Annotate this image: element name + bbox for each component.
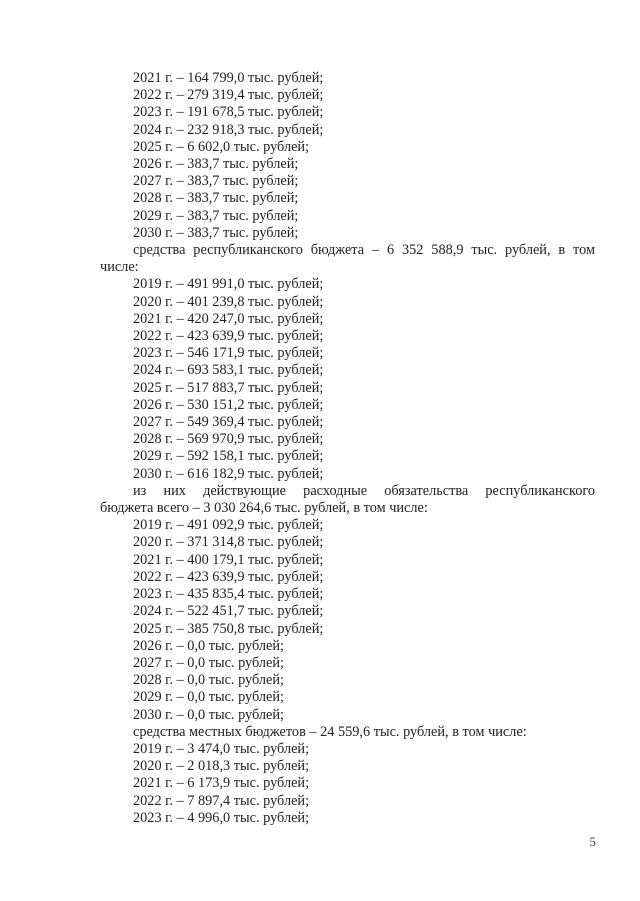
republican-line-2030: 2030 г. – 616 182,9 тыс. рублей; xyxy=(133,465,324,482)
local-line-2022: 2022 г. – 7 897,4 тыс. рублей; xyxy=(133,792,310,809)
document-body xyxy=(100,70,595,827)
budget-line-2026: 2026 г. – 383,7 тыс. рублей; xyxy=(133,156,299,173)
budget-line-2025: 2025 г. – 6 602,0 тыс. рублей; xyxy=(133,138,310,155)
republican-line-2022: 2022 г. – 423 639,9 тыс. рублей; xyxy=(133,328,324,345)
local-line-2020: 2020 г. – 2 018,3 тыс. рублей; xyxy=(133,758,310,775)
obligations-line-2026: 2026 г. – 0,0 тыс. рублей; xyxy=(133,637,285,654)
obligations-line-2020: 2020 г. – 371 314,8 тыс. рублей; xyxy=(133,534,324,551)
local-budget-heading: средства местных бюджетов – 24 559,6 тыс. рублей, в том числе: xyxy=(133,723,527,740)
budget-line-2028: 2028 г. – 383,7 тыс. рублей; xyxy=(133,190,299,207)
obligations-line-2021: 2021 г. – 400 179,1 тыс. рублей; xyxy=(133,551,324,568)
budget-line-2029: 2029 г. – 383,7 тыс. рублей; xyxy=(133,207,299,224)
republican-budget-heading: средства республиканского бюджета – 6 352 588,9 тыс. рублей, в том xyxy=(133,242,595,259)
obligations-line-2023: 2023 г. – 435 835,4 тыс. рублей; xyxy=(133,586,324,603)
republican-line-2026: 2026 г. – 530 151,2 тыс. рублей; xyxy=(133,396,324,413)
local-line-2019: 2019 г. – 3 474,0 тыс. рублей; xyxy=(133,740,310,757)
budget-line-2023: 2023 г. – 191 678,5 тыс. рублей; xyxy=(133,104,324,121)
local-line-2021: 2021 г. – 6 173,9 тыс. рублей; xyxy=(133,775,310,792)
budget-line-2022: 2022 г. – 279 319,4 тыс. рублей; xyxy=(133,87,324,104)
republican-line-2025: 2025 г. – 517 883,7 тыс. рублей; xyxy=(133,379,324,396)
republican-line-2021: 2021 г. – 420 247,0 тыс. рублей; xyxy=(133,310,324,327)
republican-line-2023: 2023 г. – 546 171,9 тыс. рублей; xyxy=(133,345,324,362)
obligations-line-2030: 2030 г. – 0,0 тыс. рублей; xyxy=(133,706,285,723)
obligations-line-2024: 2024 г. – 522 451,7 тыс. рублей; xyxy=(133,603,324,620)
obligations-line-2029: 2029 г. – 0,0 тыс. рублей; xyxy=(133,689,285,706)
budget-line-2030: 2030 г. – 383,7 тыс. рублей; xyxy=(133,224,299,241)
republican-line-2029: 2029 г. – 592 158,1 тыс. рублей; xyxy=(133,448,324,465)
budget-line-2024: 2024 г. – 232 918,3 тыс. рублей; xyxy=(133,121,324,138)
budget-line-2021: 2021 г. – 164 799,0 тыс. рублей; xyxy=(133,70,324,86)
republican-line-2028: 2028 г. – 569 970,9 тыс. рублей; xyxy=(133,431,324,448)
obligations-line-2025: 2025 г. – 385 750,8 тыс. рублей; xyxy=(133,620,324,637)
republican-budget-heading-cont: числе: xyxy=(100,259,139,276)
page-number: 5 xyxy=(589,834,596,849)
republican-line-2024: 2024 г. – 693 583,1 тыс. рублей; xyxy=(133,362,324,379)
obligations-heading-cont: бюджета всего – 3 030 264,6 тыс. рублей, в том числе: xyxy=(100,500,428,517)
obligations-line-2027: 2027 г. – 0,0 тыс. рублей; xyxy=(133,654,285,671)
obligations-line-2022: 2022 г. – 423 639,9 тыс. рублей; xyxy=(133,568,324,585)
budget-line-2027: 2027 г. – 383,7 тыс. рублей; xyxy=(133,173,299,190)
republican-line-2027: 2027 г. – 549 369,4 тыс. рублей; xyxy=(133,414,324,431)
obligations-line-2019: 2019 г. – 491 092,9 тыс. рублей; xyxy=(133,517,324,534)
republican-line-2020: 2020 г. – 401 239,8 тыс. рублей; xyxy=(133,293,324,310)
republican-line-2019: 2019 г. – 491 991,0 тыс. рублей; xyxy=(133,276,324,293)
local-line-2023: 2023 г. – 4 996,0 тыс. рублей; xyxy=(133,809,310,826)
obligations-line-2028: 2028 г. – 0,0 тыс. рублей; xyxy=(133,672,285,689)
obligations-heading: из них действующие расходные обязательства республиканского xyxy=(133,482,595,499)
